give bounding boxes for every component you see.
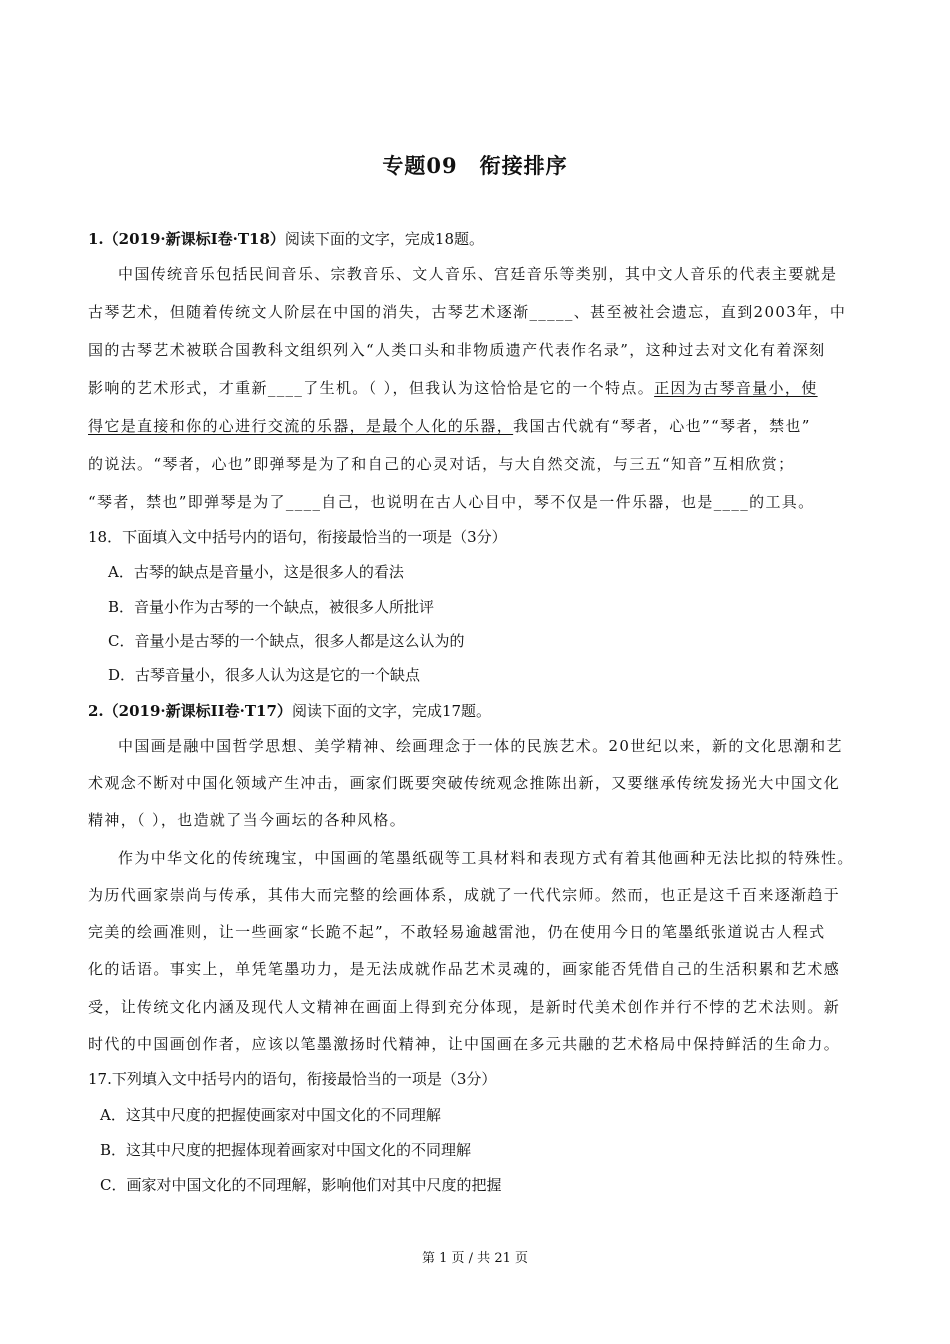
q1-passage-line-2: 古琴艺术，但随着传统文人阶层在中国的消失，古琴艺术逐渐_____、甚至被社会遗忘，直到2003年，中 bbox=[88, 303, 847, 321]
q1-underlined-sentence-part-1: 正因为古琴音量小，使 bbox=[654, 379, 818, 397]
q2-para2-line-5: 受，让传统文化内涵及现代人文精神在画面上得到充分体现，是新时代美术创作并行不悖的艺术法则。新 bbox=[88, 998, 841, 1016]
q2-source: （2019·新课标II卷·T17） bbox=[103, 702, 292, 720]
q2-question: 17.下列填入文中括号内的语句，衔接最恰当的一项是（3分） bbox=[88, 1070, 497, 1088]
q2-number: 2. bbox=[88, 702, 104, 720]
q2-instruction: 阅读下面的文字，完成17题。 bbox=[291, 702, 492, 720]
q2-option-c: C．画家对中国文化的不同理解，影响他们对其中尺度的把握 bbox=[100, 1176, 502, 1194]
q1-heading bbox=[88, 228, 484, 249]
q2-para2-line-1: 作为中华文化的传统瑰宝，中国画的笔墨纸砚等工具材料和表现方式有着其他画种无法比拟的特殊性。 bbox=[118, 849, 854, 867]
q1-underlined-sentence-part-2: 得它是直接和你的心进行交流的乐器，是最个人化的乐器， bbox=[88, 417, 514, 435]
q2-option-b: B．这其中尺度的把握体现着画家对中国文化的不同理解 bbox=[100, 1141, 472, 1159]
q1-source: （2019·新课标Ⅰ卷·T18） bbox=[103, 230, 285, 248]
q2-para2-line-4: 化的话语。事实上，单凭笔墨功力，是无法成就作品艺术灵魂的，画家能否凭借自己的生活积累和艺术感 bbox=[88, 960, 841, 978]
q1-passage-line-1: 中国传统音乐包括民间音乐、宗教音乐、文人音乐、宫廷音乐等类别，其中文人音乐的代表主要就是 bbox=[118, 265, 838, 283]
q1-passage-line-4 bbox=[88, 377, 818, 398]
q1-option-d: D．古琴音量小，很多人认为这是它的一个缺点 bbox=[108, 666, 421, 684]
q1-passage-line-7: “琴者，禁也”即弹琴是为了____自己，也说明在古人心目中，琴不仅是一件乐器，也是____的工具。 bbox=[88, 493, 815, 511]
q1-option-c: C．音量小是古琴的一个缺点，很多人都是这么认为的 bbox=[108, 632, 465, 650]
q2-para1-line-2: 术观念不断对中国化领域产生冲击，画家们既要突破传统观念推陈出新，又要继承传统发扬光大中国文化 bbox=[88, 774, 841, 792]
q2-para2-line-3: 完美的绘画准则，让一些画家“长跪不起”，不敢轻易逾越雷池，仍在使用今日的笔墨纸张道说古人程式 bbox=[88, 923, 826, 941]
q1-instruction: 阅读下面的文字，完成18题。 bbox=[284, 230, 485, 248]
q2-para2-line-6: 时代的中国画创作者，应该以笔墨激扬时代精神，让中国画在多元共融的艺术格局中保持鲜活的生命力。 bbox=[88, 1035, 841, 1053]
q1-passage-line-3: 国的古琴艺术被联合国教科文组织列入“人类口头和非物质遗产代表作名录”，这种过去对文化有着深刻 bbox=[88, 341, 826, 359]
q2-heading bbox=[88, 700, 491, 721]
q2-para1-line-3: 精神，（ ），也造就了当今画坛的各种风格。 bbox=[88, 811, 407, 829]
q1-question: 18．下面填入文中括号内的语句，衔接最恰当的一项是（3分） bbox=[88, 528, 507, 546]
q1-passage-line-4-text: 影响的艺术形式，才重新____了生机。（ ），但我认为这恰恰是它的一个特点。 bbox=[88, 379, 655, 397]
q1-passage-line-5 bbox=[88, 415, 811, 436]
q1-passage-line-5-text: 我国古代就有“琴者，心也”“琴者，禁也” bbox=[513, 417, 811, 435]
q2-para1-line-1: 中国画是融中国哲学思想、美学精神、绘画理念于一体的民族艺术。20世纪以来，新的文化思潮和艺 bbox=[118, 737, 843, 755]
page-footer: 第 1 页 / 共 21 页 bbox=[422, 1251, 528, 1266]
q2-para2-line-2: 为历代画家崇尚与传承，其伟大而完整的绘画体系，成就了一代代宗师。然而，也正是这千百来逐渐趋于 bbox=[88, 886, 841, 904]
q1-passage-line-6: 的说法。“琴者，心也”即弹琴是为了和自己的心灵对话，与大自然交流，与三五“知音”互相欣赏； bbox=[88, 455, 795, 473]
q2-option-a: A．这其中尺度的把握使画家对中国文化的不同理解 bbox=[100, 1106, 441, 1124]
q1-option-a: A．古琴的缺点是音量小，这是很多人的看法 bbox=[108, 563, 404, 581]
q1-number: 1. bbox=[88, 230, 104, 248]
page-title: 专题09 衔接排序 bbox=[382, 153, 568, 178]
q1-option-b: B．音量小作为古琴的一个缺点，被很多人所批评 bbox=[108, 598, 435, 616]
